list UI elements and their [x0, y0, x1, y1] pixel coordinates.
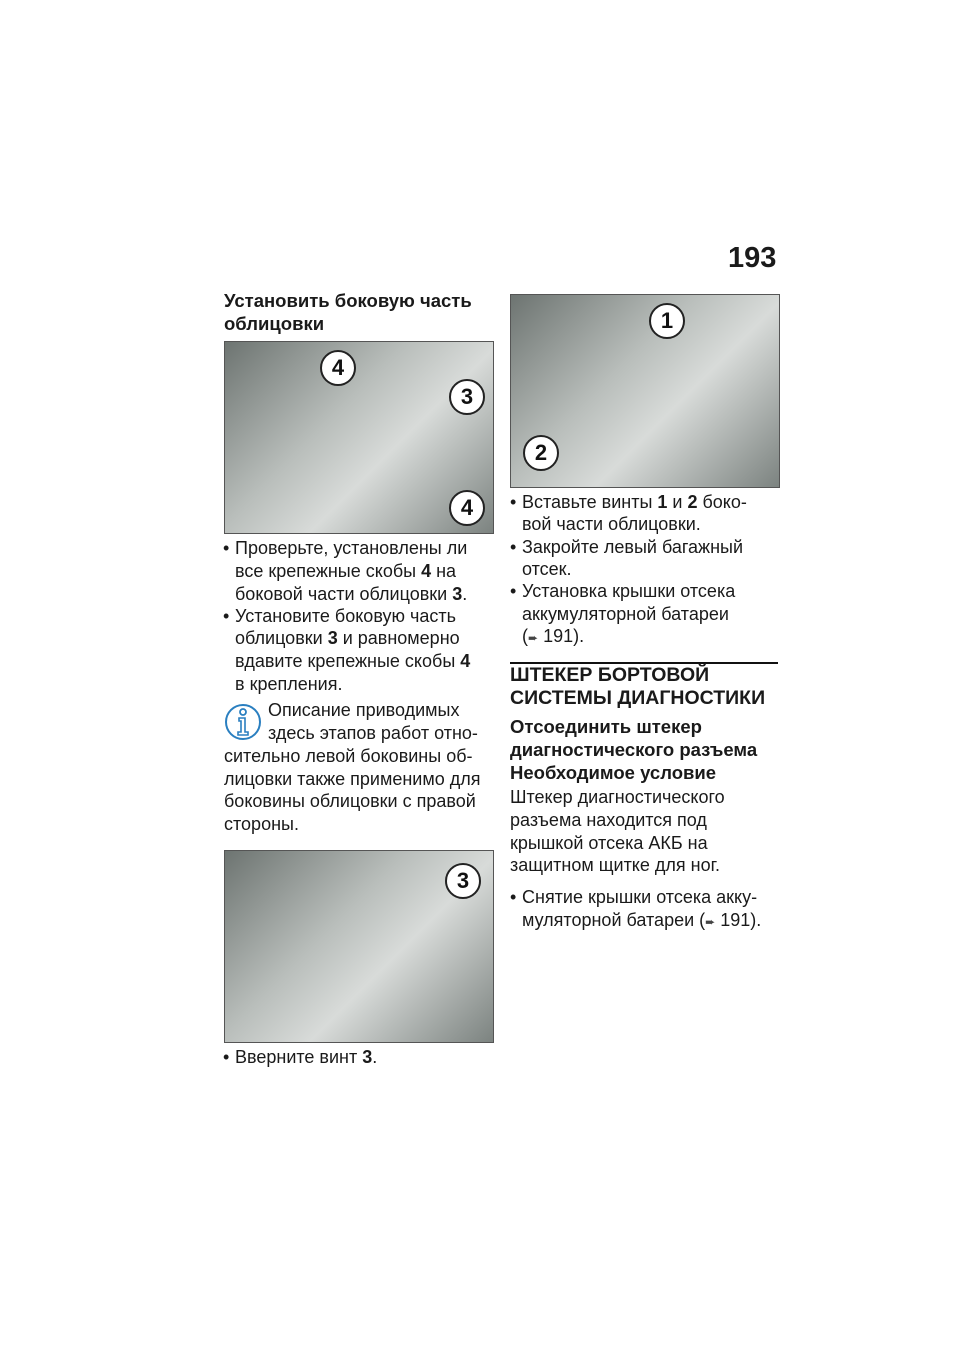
- page-ref-link[interactable]: 191).: [715, 910, 762, 930]
- page-ref-arrow-icon: ➨: [528, 631, 539, 645]
- callout-4: 4: [449, 490, 485, 526]
- section-heading: СИСТЕМЫ ДИАГНОСТИКИ: [510, 687, 766, 709]
- callout-3: 3: [449, 379, 485, 415]
- bullet-item: • Проверьте, установлены ли: [235, 537, 467, 559]
- bullet-item: • Закройте левый багажный: [522, 536, 743, 558]
- subheading: Отсоединить штекер: [510, 716, 702, 737]
- page-ref-arrow-icon: ➨: [705, 915, 716, 929]
- callout-3: 3: [445, 863, 481, 899]
- callout-4: 4: [320, 350, 356, 386]
- subheading: диагностического разъема: [510, 739, 758, 760]
- figure-side-panel-clips: [224, 341, 494, 534]
- bullet-item: • Установка крышки отсека: [522, 580, 735, 602]
- page-number: 193: [728, 242, 777, 274]
- figure-screws-1-2: [510, 294, 780, 488]
- section-title: Установить боковую часть: [224, 290, 472, 311]
- section-heading: ШТЕКЕР БОРТОВОЙ: [510, 664, 710, 686]
- condition-title: Необходимое условие: [510, 762, 717, 783]
- figure-screw-3: [224, 850, 494, 1043]
- bullet-item: • Снятие крышки отсека акку-: [522, 886, 757, 908]
- condition-text: Штекер диагностического: [510, 787, 725, 807]
- callout-1: 1: [649, 303, 685, 339]
- section-title: облицовки: [224, 313, 325, 334]
- page-ref-link[interactable]: 191).: [538, 626, 585, 646]
- bullet-item: • Установите боковую часть: [235, 605, 456, 627]
- info-icon: [224, 702, 264, 742]
- bullet-item: • Вставьте винты 1 и 2 боко-: [522, 491, 747, 513]
- manual-page: 193 Установить боковую часть облицовки 4 3 4 • Проверьте, установлены ли все крепежные скобы 4 на боковой части облицовки 3. • Установите боковую часть облицовки 3 и равномерно вдавите крепежные скобы 4 в крепления. Описание приводимых здесь этапов работ отно- сительно левой боковины об- лицовки также применимо для боковины облицовки с правой стороны. 3 • Вверните винт 3. 1 2 • Вставьте винты 1 и 2 боко- вой части облицовки. • Закройте левый багажный отсек. • Установка крышки отсека аккумуляторной батареи (➨ 191). ШТЕКЕР БОРТОВОЙ СИСТЕМЫ ДИАГНОСТИКИ Отсоединить штекер диагностического разъема Необходимое условие Штекер диагностического разъема находится под крышкой отсека АКБ на защитном щитке для ног. • Снятие крышки отсека акку- муляторной батареи (➨ 191).: [0, 0, 960, 1362]
- note-text: Описание приводимых: [268, 700, 460, 720]
- bullet-item: • Вверните винт 3.: [235, 1046, 377, 1068]
- callout-2: 2: [523, 435, 559, 471]
